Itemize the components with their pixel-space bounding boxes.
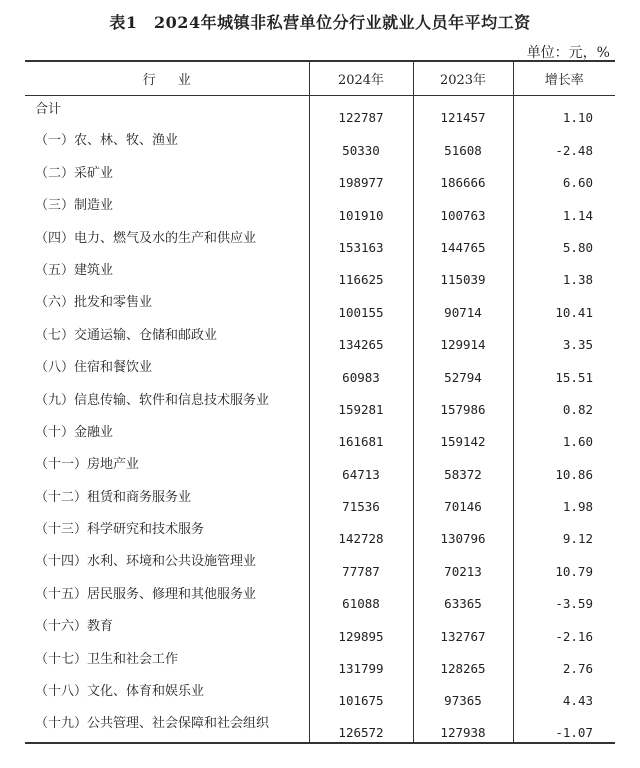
cell-2024: 64713	[309, 451, 413, 483]
cell-2023: 159142	[413, 419, 513, 451]
cell-growth: 10.86	[513, 451, 615, 483]
cell-industry: 合计	[35, 101, 62, 117]
cell-2023: 51608	[413, 127, 513, 159]
cell-growth: 1.38	[513, 257, 615, 289]
cell-growth: -2.16	[513, 613, 615, 645]
header-industry: 行业	[25, 61, 309, 95]
cell-2023: 70213	[413, 548, 513, 580]
cell-2023: 58372	[413, 451, 513, 483]
table-row	[25, 160, 615, 192]
cell-2023: 186666	[413, 160, 513, 192]
cell-growth: -2.48	[513, 127, 615, 159]
table-row	[25, 581, 615, 613]
cell-industry: （十二）租赁和商务服务业	[35, 489, 192, 505]
cell-2024: 100155	[309, 289, 413, 321]
cell-2023: 63365	[413, 581, 513, 613]
cell-industry: （十）金融业	[35, 424, 114, 440]
cell-2023: 157986	[413, 387, 513, 419]
cell-growth: 1.98	[513, 484, 615, 516]
cell-growth: 10.79	[513, 548, 615, 580]
cell-2024: 153163	[309, 225, 413, 257]
cell-2023: 128265	[413, 646, 513, 678]
cell-growth: 4.43	[513, 678, 615, 710]
cell-industry: （十三）科学研究和技术服务	[35, 522, 205, 538]
cell-growth: 1.60	[513, 419, 615, 451]
cell-growth: 5.80	[513, 225, 615, 257]
cell-industry: （十九）公共管理、社会保障和社会组织	[25, 710, 309, 742]
table-row	[25, 710, 615, 742]
cell-2023: 115039	[413, 257, 513, 289]
table-row	[25, 225, 615, 257]
cell-2023: 70146	[413, 484, 513, 516]
table-row	[25, 548, 615, 580]
cell-2024: 129895	[309, 613, 413, 645]
table-row	[25, 516, 615, 548]
table-row	[25, 678, 615, 710]
cell-growth: 3.35	[513, 322, 615, 354]
cell-2023: 132767	[413, 613, 513, 645]
cell-2023: 100763	[413, 192, 513, 224]
cell-industry: （七）交通运输、仓储和邮政业	[35, 327, 218, 343]
wage-table	[25, 60, 615, 744]
cell-industry: （十四）水利、环境和公共设施管理业	[35, 554, 257, 570]
cell-industry: （六）批发和零售业	[35, 295, 153, 311]
cell-growth: 6.60	[513, 160, 615, 192]
cell-industry: （八）住宿和餐饮业	[35, 360, 153, 376]
cell-2023: 129914	[413, 322, 513, 354]
cell-2023: 97365	[413, 678, 513, 710]
cell-2024: 71536	[309, 484, 413, 516]
table-row	[25, 451, 615, 483]
cell-industry: （二）采矿业	[35, 165, 114, 181]
header-2024: 2024年	[309, 61, 413, 95]
table-row	[25, 322, 615, 354]
cell-2024: 77787	[309, 548, 413, 580]
cell-growth: 0.82	[513, 387, 615, 419]
cell-growth: -3.59	[513, 581, 615, 613]
header-growth: 增长率	[513, 61, 615, 95]
table-row	[25, 613, 615, 645]
cell-growth: 1.14	[513, 192, 615, 224]
cell-growth: 15.51	[513, 354, 615, 386]
table-row	[25, 95, 615, 127]
cell-growth: 2.76	[513, 646, 615, 678]
cell-2023: 121457	[413, 95, 513, 127]
cell-2023: 127938	[413, 710, 513, 742]
cell-2024: 101675	[309, 678, 413, 710]
table-row	[25, 484, 615, 516]
table-row	[25, 127, 615, 159]
cell-growth: 9.12	[513, 516, 615, 548]
cell-2023: 144765	[413, 225, 513, 257]
table-row	[25, 646, 615, 678]
header-2023: 2023年	[413, 61, 513, 95]
cell-2024: 198977	[309, 160, 413, 192]
cell-industry: （十六）教育	[35, 619, 114, 635]
cell-2023: 90714	[413, 289, 513, 321]
table-title: 表1 2024年城镇非私营单位分行业就业人员年平均工资	[109, 13, 531, 32]
cell-2024: 50330	[309, 127, 413, 159]
cell-2024: 116625	[309, 257, 413, 289]
cell-industry: （五）建筑业	[35, 262, 114, 278]
cell-2024: 126572	[309, 710, 413, 742]
table-row	[25, 419, 615, 451]
cell-2024: 61088	[309, 581, 413, 613]
cell-2023: 130796	[413, 516, 513, 548]
cell-industry: （四）电力、燃气及水的生产和供应业	[35, 230, 257, 246]
unit-note: 单位：元，%	[526, 45, 610, 61]
cell-industry: （十一）房地产业	[35, 457, 140, 473]
table-header-row	[25, 61, 615, 95]
cell-2023: 52794	[413, 354, 513, 386]
table-row	[25, 289, 615, 321]
table-row	[25, 354, 615, 386]
cell-2024: 159281	[309, 387, 413, 419]
cell-2024: 101910	[309, 192, 413, 224]
cell-growth: 10.41	[513, 289, 615, 321]
cell-2024: 161681	[309, 419, 413, 451]
cell-growth: 1.10	[513, 95, 615, 127]
cell-industry: （十七）卫生和社会工作	[35, 651, 179, 667]
table-row	[25, 192, 615, 224]
cell-2024: 142728	[309, 516, 413, 548]
cell-industry: （九）信息传输、软件和信息技术服务业	[35, 392, 270, 408]
cell-industry: （十五）居民服务、修理和其他服务业	[35, 586, 257, 602]
cell-industry: （一）农、林、牧、渔业	[35, 133, 179, 149]
cell-2024: 131799	[309, 646, 413, 678]
cell-2024: 122787	[309, 95, 413, 127]
table-row	[25, 387, 615, 419]
cell-2024: 134265	[309, 322, 413, 354]
cell-industry: （十八）文化、体育和娱乐业	[35, 684, 205, 700]
cell-growth: -1.07	[513, 710, 615, 742]
cell-industry: （三）制造业	[35, 198, 114, 214]
table-row	[25, 257, 615, 289]
cell-2024: 60983	[309, 354, 413, 386]
